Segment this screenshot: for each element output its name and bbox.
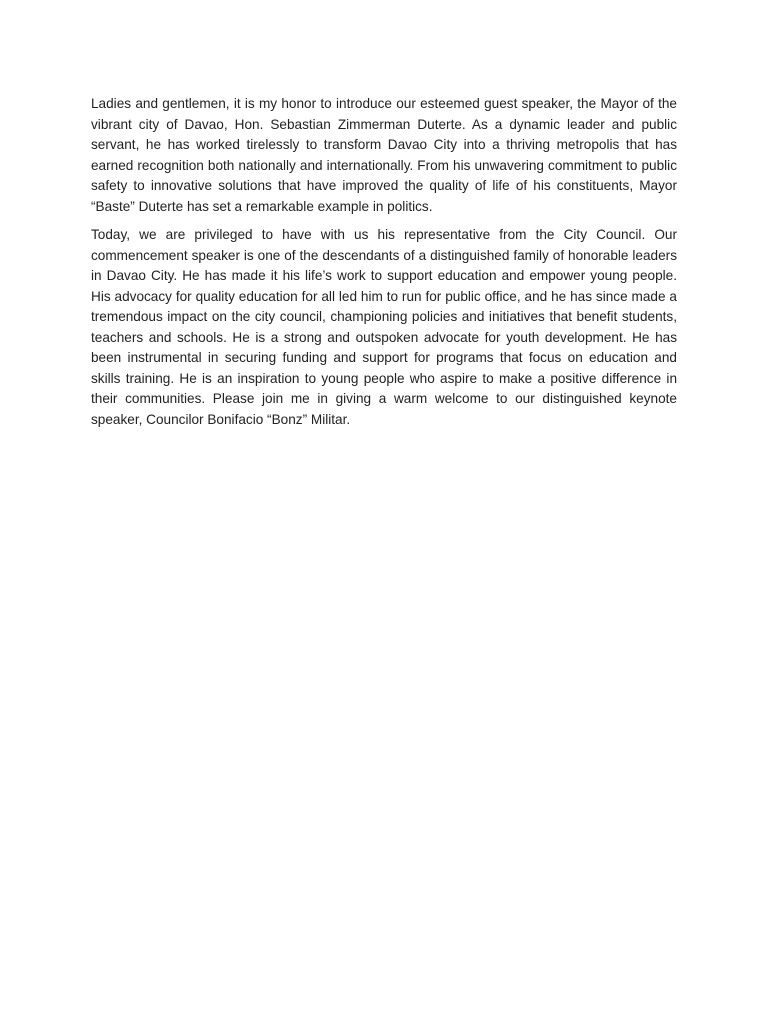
document-body — [91, 94, 677, 438]
paragraph-intro-councilor: Today, we are privileged to have with us his representative from the City Council. Our commencement speaker is one of the descendants of a distinguished family of honorable leaders in Davao City. He has made it his life’s work to support education and empower young people. His advocacy for quality education for all led him to run for public office, and he has since made a tremendous impact on the city council, championing policies and initiatives that benefit students, teachers and schools. He is a strong and outspoken advocate for youth development. He has been instrumental in securing funding and support for programs that focus on education and skills training. He is an inspiration to young people who aspire to make a positive difference in their communities. Please join me in giving a warm welcome to our distinguished keynote speaker, Councilor Bonifacio “Bonz” Militar. — [91, 227, 677, 427]
paragraph-intro-mayor: Ladies and gentlemen, it is my honor to introduce our esteemed guest speaker, the Mayor of the vibrant city of Davao, Hon. Sebastian Zimmerman Duterte. As a dynamic leader and public servant, he has worked tirelessly to transform Davao City into a thriving metropolis that has earned recognition both nationally and internationally. From his unwavering commitment to public safety to innovative solutions that have improved the quality of life of his constituents, Mayor “Baste” Duterte has set a remarkable example in politics. — [91, 96, 677, 214]
